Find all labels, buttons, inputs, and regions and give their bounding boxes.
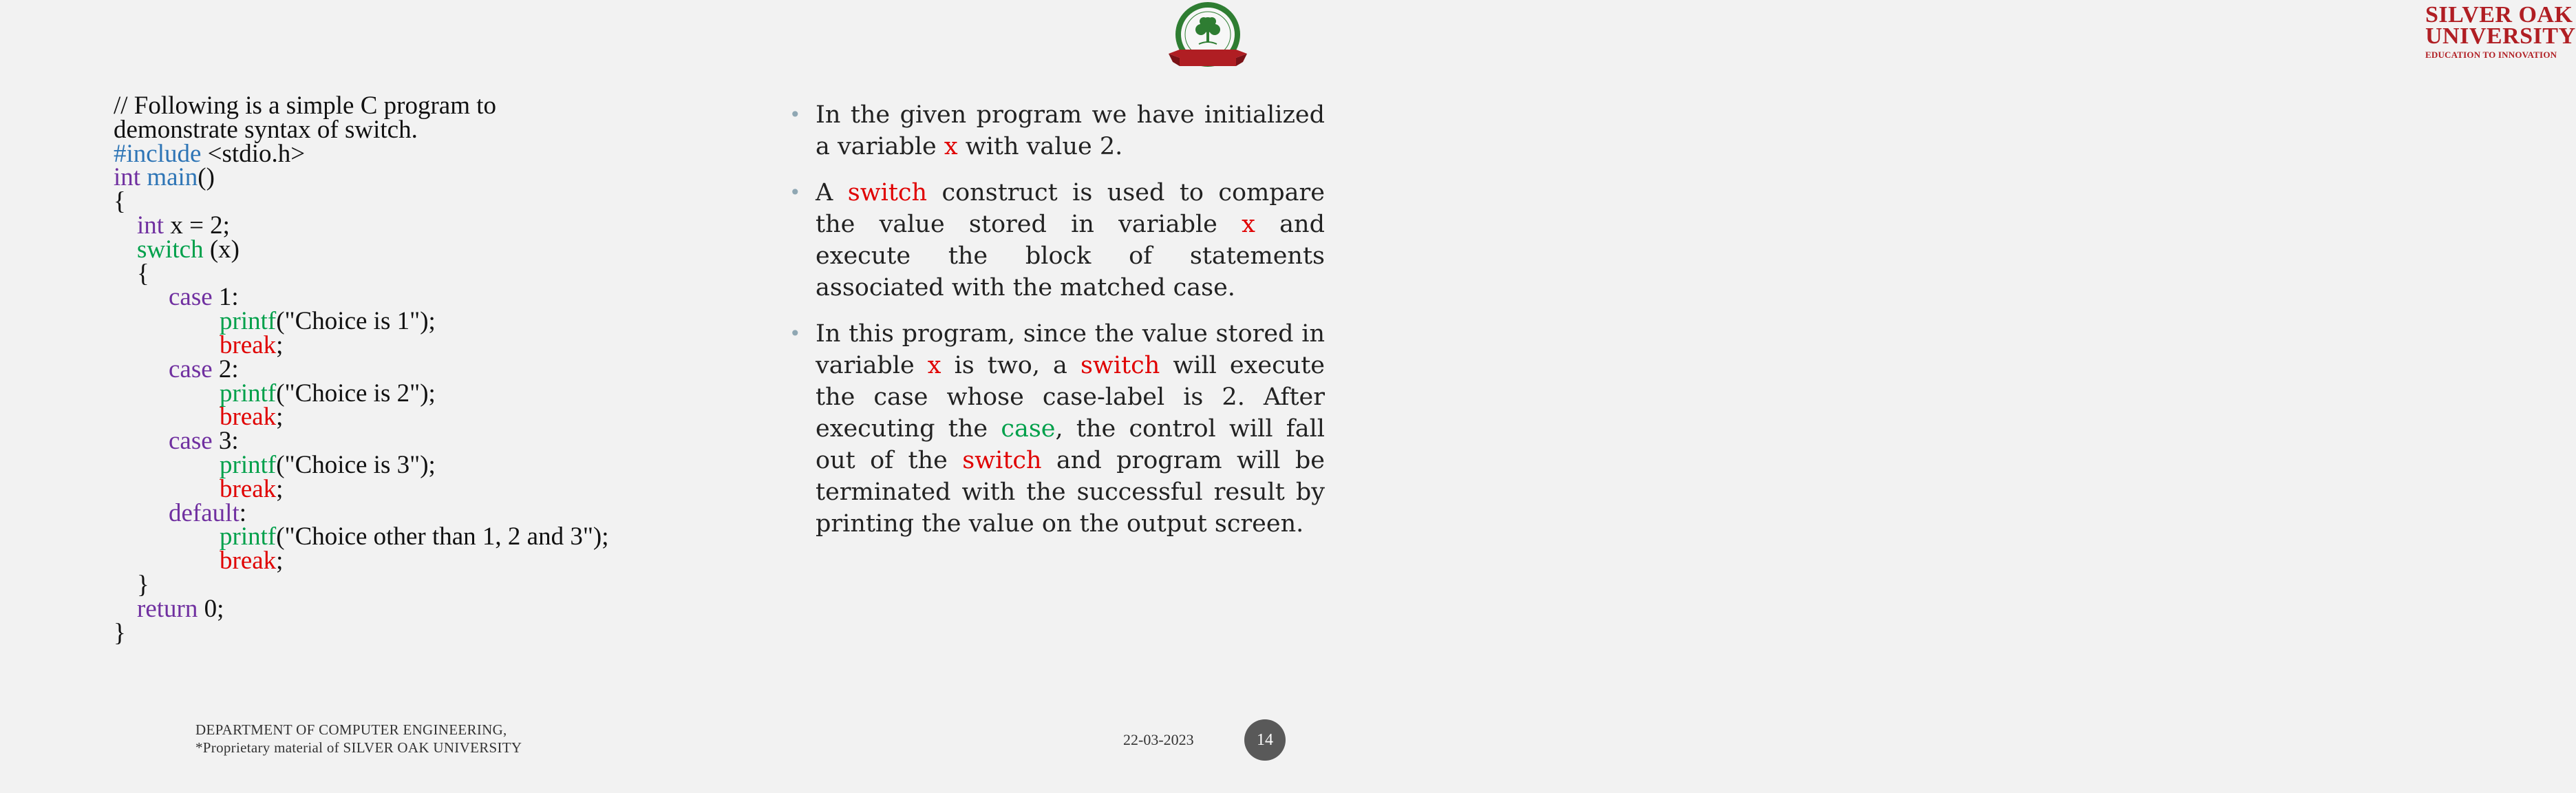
code-line <box>114 570 733 599</box>
code-line <box>114 549 733 573</box>
code-keyword: printf <box>220 450 277 479</box>
code-line <box>114 330 733 359</box>
code-text: (x) <box>203 235 240 264</box>
code-keyword: printf <box>220 522 277 551</box>
code-text: ("Choice other than 1, 2 and 3"); <box>276 522 609 551</box>
bullet-text: and program will be terminated with the successful result by printing the value on the output screen. <box>816 447 1325 538</box>
explanation-list <box>788 99 1325 554</box>
code-line <box>114 211 733 240</box>
highlight-term: x <box>927 352 941 379</box>
code-line <box>114 163 733 192</box>
code-keyword: case <box>169 283 213 312</box>
code-keyword: break <box>220 474 277 503</box>
highlight-term: case <box>1001 415 1056 443</box>
logo-wordmark <box>2425 4 2574 61</box>
code-line <box>114 259 733 288</box>
bullet-text: construct is used to compare the value stored in variable <box>816 179 1325 238</box>
code-keyword: break <box>220 330 277 359</box>
code-keyword: default <box>169 498 239 527</box>
university-logo <box>1164 0 2576 70</box>
highlight-term: switch <box>847 179 928 207</box>
code-line <box>114 498 733 527</box>
code-text: ("Choice is 1"); <box>276 307 436 336</box>
bullet-item <box>788 318 1325 540</box>
code-comment: // Following is a simple C program to <box>114 92 497 120</box>
highlight-term: switch <box>962 447 1042 474</box>
code-text: 0; <box>198 594 224 623</box>
code-text: 1: <box>212 283 239 312</box>
code-keyword: printf <box>220 307 277 336</box>
code-line <box>114 405 733 430</box>
bullet-text: will execute the case whose case-label is 2. After executing the <box>816 352 1325 443</box>
code-keyword: main <box>140 163 198 192</box>
bullet-text: A <box>816 179 848 207</box>
code-text: 3: <box>212 427 239 456</box>
code-line <box>114 307 733 336</box>
page-number-badge: 14 <box>1244 719 1286 761</box>
bullet-text: and execute the block of statements associated with the matched case. <box>816 211 1325 302</box>
footer-department: DEPARTMENT OF COMPUTER ENGINEERING, <box>195 721 507 738</box>
code-block <box>114 94 733 645</box>
code-keyword: case <box>169 427 213 456</box>
bullet-dot-icon: • <box>789 181 801 204</box>
code-keyword: printf <box>220 379 277 408</box>
bullet-text: with value 2. <box>957 133 1123 160</box>
bullet-dot-icon: • <box>789 103 801 126</box>
code-text: <stdio.h> <box>201 139 306 168</box>
code-text: 2: <box>212 355 239 383</box>
bullet-text: In the given program we have initialized a variable <box>816 101 1325 160</box>
code-keyword: #include <box>114 139 202 168</box>
code-text: ; <box>276 403 284 432</box>
code-keyword: int <box>114 163 141 192</box>
highlight-term: x <box>1242 211 1255 238</box>
highlight-term: switch <box>1080 352 1160 379</box>
code-text: () <box>198 163 215 192</box>
logo-name-line1: SILVER OAK <box>2425 2 2573 28</box>
code-text: ; <box>276 474 284 503</box>
code-text: } <box>114 618 126 647</box>
code-line <box>114 187 733 216</box>
code-keyword: break <box>220 547 277 575</box>
bullet-text: In this program, since the value stored in variable <box>816 320 1325 379</box>
code-keyword: switch <box>137 235 204 264</box>
code-line <box>114 618 733 647</box>
code-keyword: return <box>137 594 198 623</box>
footer-proprietary: *Proprietary material of SILVER OAK UNIVERSITY <box>195 739 522 756</box>
code-line <box>114 139 733 168</box>
logo-name-line2: UNIVERSITY <box>2425 23 2576 49</box>
code-text: { <box>114 187 126 216</box>
code-line <box>114 427 733 456</box>
code-line <box>114 235 733 264</box>
code-line <box>114 474 733 503</box>
code-comment: demonstrate syntax of switch. <box>114 115 418 144</box>
code-text: ("Choice is 3"); <box>276 450 436 479</box>
code-line <box>114 594 733 623</box>
bullet-text: , the control will fall out of the <box>816 415 1325 474</box>
bullet-item <box>788 99 1325 162</box>
code-keyword: case <box>169 355 213 383</box>
code-line <box>114 355 733 383</box>
code-text: { <box>137 259 149 288</box>
code-line <box>114 94 733 118</box>
code-keyword: int <box>137 211 164 240</box>
slide-date: 22-03-2023 <box>1123 731 1194 748</box>
code-text: : <box>239 498 247 527</box>
bullet-text: is two, a <box>941 352 1081 379</box>
bullet-dot-icon: • <box>789 322 801 345</box>
footer-text <box>195 721 522 757</box>
code-text: ; <box>276 330 284 359</box>
code-text: ; <box>276 547 284 575</box>
code-line <box>114 283 733 312</box>
code-line <box>114 522 733 551</box>
code-line <box>114 115 733 144</box>
code-text: ("Choice is 2"); <box>276 379 436 408</box>
code-line <box>114 379 733 408</box>
university-emblem-icon <box>1164 0 1254 70</box>
code-keyword: break <box>220 403 277 432</box>
code-text: x = 2; <box>164 211 230 240</box>
highlight-term: x <box>944 133 958 160</box>
code-text: } <box>137 570 149 599</box>
bullet-item <box>788 177 1325 304</box>
code-line <box>114 450 733 479</box>
logo-tagline: EDUCATION TO INNOVATION <box>2425 50 2557 60</box>
